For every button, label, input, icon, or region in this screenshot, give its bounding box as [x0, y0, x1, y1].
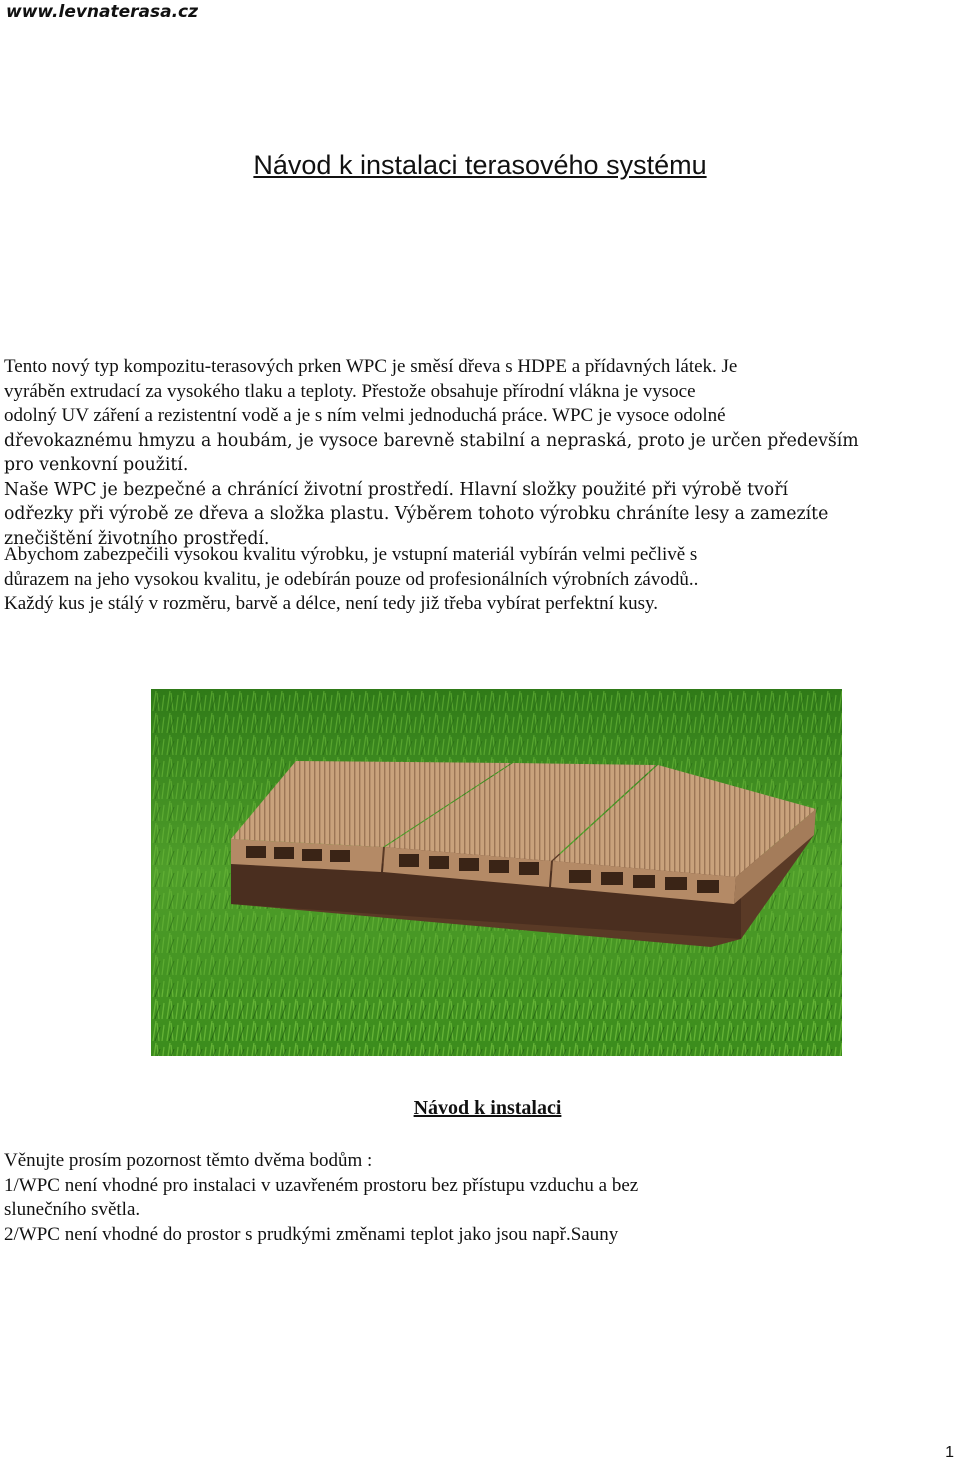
decking-on-grass-icon [151, 689, 842, 1056]
text-line: Abychom zabezpečili vysokou kvalitu výrobku, je vstupní materiál vybírán velmi pečlivě s [4, 544, 698, 565]
instructions-paragraph [4, 1149, 954, 1247]
text-line: Každý kus je stálý v rozměru, barvě a délce, není tedy již třeba vybírat perfektní kusy. [4, 593, 659, 614]
section-title: Návod k instalaci [413, 1097, 562, 1119]
text-line: vyráběn extrudací za vysokého tlaku a teploty. Přestože obsahuje přírodní vlákna je vysoce [4, 380, 696, 402]
text-line: odřezky při výrobě ze dřeva a složka plastu. Výběrem tohoto výrobku chráníte lesy a zamezíte [4, 504, 829, 524]
text-line: dřevokaznému hmyzu a houbám, je vysoce barevně stabilní a nepraská, proto je určen především [4, 430, 859, 451]
text-line: Věnujte prosím pozornost těmto dvěma bodům : [4, 1150, 373, 1171]
text-line: Tento nový typ kompozitu-terasových prken WPC je směsí dřeva s HDPE a přídavných látek. Je [4, 356, 738, 377]
site-url: www.levnaterasa.cz [6, 2, 199, 22]
text-line: odolný UV záření a rezistentní vodě a je s ním velmi jednoduchá práce. WPC je vysoce odolné [4, 405, 726, 426]
text-line: 1/WPC není vhodné pro instalaci v uzavřeném prostoru bez přístupu vzduchu a bez [4, 1174, 639, 1196]
text-line: slunečního světla. [4, 1199, 141, 1220]
text-line: důrazem na jeho vysokou kvalitu, je odebírán pouze od profesionálních výrobních závodů.. [4, 568, 699, 590]
text-line: pro venkovní použití. [4, 455, 189, 475]
text-line: Naše WPC je bezpečné a chránící životní prostředí. Hlavní složky použité při výrobě tvoří [4, 479, 788, 500]
intro-paragraph [4, 355, 954, 551]
page-title: Návod k instalaci terasového systému [253, 150, 707, 180]
text-line: 2/WPC není vhodné do prostor s prudkými změnami teplot jako jsou např.Sauny [4, 1223, 619, 1245]
wpc-decking-photo [151, 689, 842, 1056]
page-number: 1 [945, 1444, 954, 1461]
text-line: znečištění životního prostředí. [4, 528, 270, 549]
quality-paragraph [4, 543, 954, 617]
